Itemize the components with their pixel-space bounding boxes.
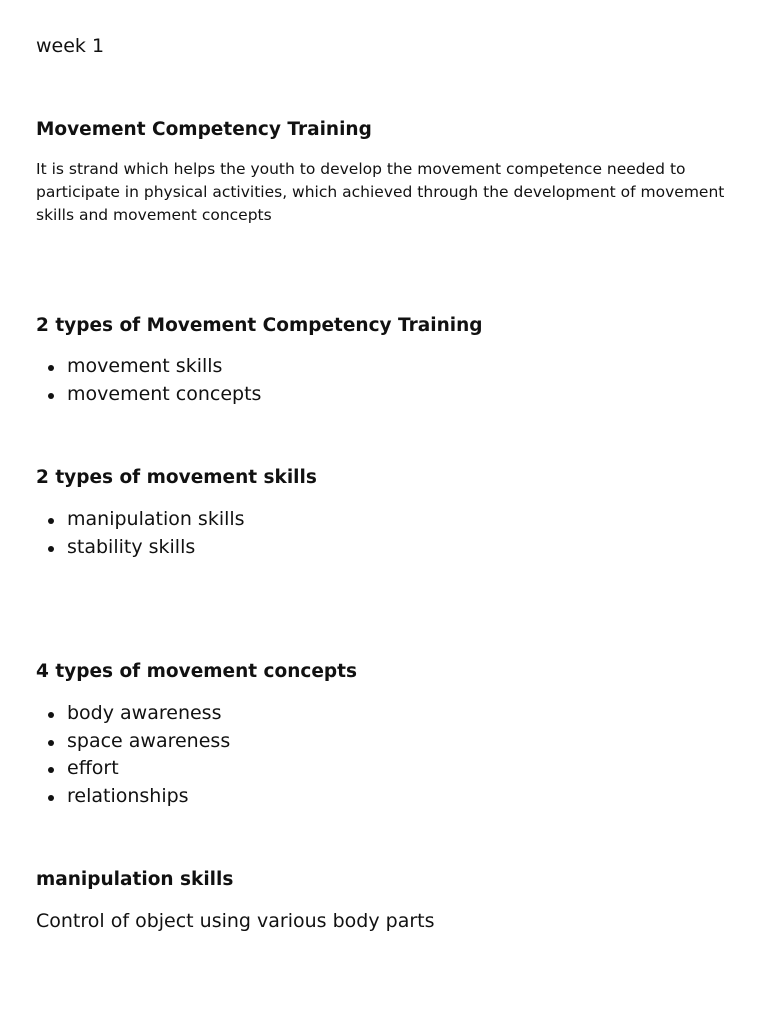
list-item-label: stability skills (67, 535, 196, 558)
bullet-icon (48, 712, 54, 718)
list-item (36, 534, 245, 562)
list-types-of-movement-skills (36, 506, 245, 561)
bullet-icon (48, 740, 54, 746)
list-item-label: movement concepts (67, 382, 262, 405)
bullet-icon (48, 393, 54, 399)
heading-movement-competency-training: Movement Competency Training (36, 119, 372, 140)
list-types-of-training (36, 353, 261, 408)
heading-types-of-movement-skills: 2 types of movement skills (36, 467, 317, 488)
bullet-icon (48, 365, 54, 371)
list-item (36, 783, 230, 811)
list-item (36, 700, 230, 728)
heading-types-of-training: 2 types of Movement Competency Training (36, 315, 483, 336)
list-types-of-movement-concepts (36, 700, 230, 810)
list-item (36, 755, 230, 783)
bullet-icon (48, 795, 54, 801)
list-item (36, 381, 261, 409)
list-item (36, 728, 230, 756)
bullet-icon (48, 546, 54, 552)
bullet-icon (48, 767, 54, 773)
list-item-label: body awareness (67, 702, 222, 724)
heading-types-of-movement-concepts: 4 types of movement concepts (36, 661, 357, 682)
bullet-icon (48, 518, 54, 524)
list-item-label: effort (67, 757, 119, 779)
week-label: week 1 (36, 35, 105, 57)
list-item-label: movement skills (67, 355, 223, 377)
heading-manipulation-skills: manipulation skills (36, 869, 234, 890)
list-item-label: relationships (67, 784, 189, 807)
list-item-label: manipulation skills (67, 508, 245, 530)
list-item (36, 353, 261, 381)
list-item-label: space awareness (67, 729, 231, 752)
intro-paragraph: It is strand which helps the youth to develop the movement competence needed to participate in physical activities, which achieved through the development of movement skills and movement concepts (36, 160, 725, 224)
list-item (36, 506, 245, 534)
manipulation-skills-paragraph: Control of object using various body parts (36, 910, 435, 932)
